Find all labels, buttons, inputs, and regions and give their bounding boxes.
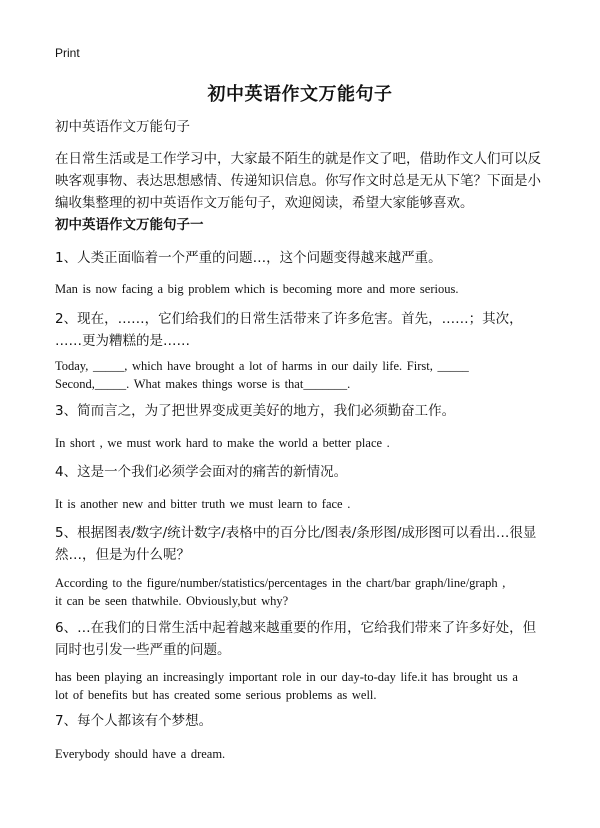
intro-paragraph (55, 148, 550, 214)
sentence-en (55, 434, 550, 452)
sentence-en-line: According to the figure/number/statistics/percentages in the chart/bar graph/line/graph , (55, 576, 506, 590)
sentence-en-line: Everybody should have a dream. (55, 747, 226, 761)
intro-subtitle: 初中英语作文万能句子 (55, 119, 190, 135)
sentence-en (55, 357, 550, 393)
sentence-zh (55, 308, 550, 352)
sentence-zh-line: ……更为糟糕的是…… (55, 333, 190, 349)
sentence-zh (55, 247, 550, 269)
sentence-zh-line: 3、简而言之，为了把世界变成更美好的地方，我们必须勤奋工作。 (55, 403, 456, 419)
sentence-zh-line: 然…，但是为什么呢？ (55, 547, 190, 563)
sentence-zh-line: 1、人类正面临着一个严重的问题…，这个问题变得越来越严重。 (55, 250, 442, 266)
sentence-en (55, 574, 550, 610)
sentence-en (55, 495, 550, 513)
sentence-en-line: It is another new and bitter truth we must learn to face . (55, 497, 351, 511)
sentence-zh (55, 710, 550, 732)
intro-line: 编收集整理的初中英语作文万能句子，欢迎阅读，希望大家能够喜欢。 (55, 195, 474, 211)
page-title: 初中英语作文万能句子 (207, 84, 393, 105)
intro-line: 映客观事物、表达思想感情、传递知识信息。你写作文时总是无从下笔？下面是小 (55, 173, 541, 189)
sentence-en-line: Man is now facing a big problem which is becoming more and more serious. (55, 282, 459, 296)
sentence-en (55, 280, 550, 298)
sentence-zh-line: 7、每个人都该有个梦想。 (55, 713, 213, 729)
sentence-en-line: Today, _____, which have brought a lot of harms in our daily life. First, _____ (55, 359, 469, 373)
intro-line: 在日常生活或是工作学习中，大家最不陌生的就是作文了吧，借助作文人们可以反 (55, 151, 541, 167)
sentence-en-line: lot of benefits but has created some serious problems as well. (55, 688, 377, 702)
sentence-zh (55, 522, 550, 566)
sentence-zh (55, 617, 550, 661)
sentence-zh-line: 同时也引发一些严重的问题。 (55, 642, 231, 658)
sentence-zh (55, 400, 550, 422)
sentence-en-line: In short , we must work hard to make the world a better place . (55, 436, 390, 450)
sentence-en-line: has been playing an increasingly important role in our day-to-day life.it has brought us a (55, 670, 518, 684)
sentence-en (55, 668, 550, 704)
section-heading: 初中英语作文万能句子一 (55, 217, 204, 233)
sentence-en (55, 745, 550, 763)
sentence-zh (55, 461, 550, 483)
sentence-zh-line: 4、这是一个我们必须学会面对的痛苦的新情况。 (55, 464, 348, 480)
sentence-en-line: it can be seen thatwhile. Obviously,but why? (55, 594, 289, 608)
sentence-en-line: Second,_____. What makes things worse is that_______. (55, 377, 351, 391)
sentence-zh-line: 5、根据图表/数字/统计数字/表格中的百分比/图表/条形图/成形图可以看出…很显 (55, 525, 537, 541)
sentence-zh-line: 6、…在我们的日常生活中起着越来越重要的作用，它给我们带来了许多好处，但 (55, 620, 537, 636)
sentence-zh-line: 2、现在，……，它们给我们的日常生活带来了许多危害。首先，……；其次， (55, 311, 523, 327)
print-label: Print (55, 46, 80, 60)
